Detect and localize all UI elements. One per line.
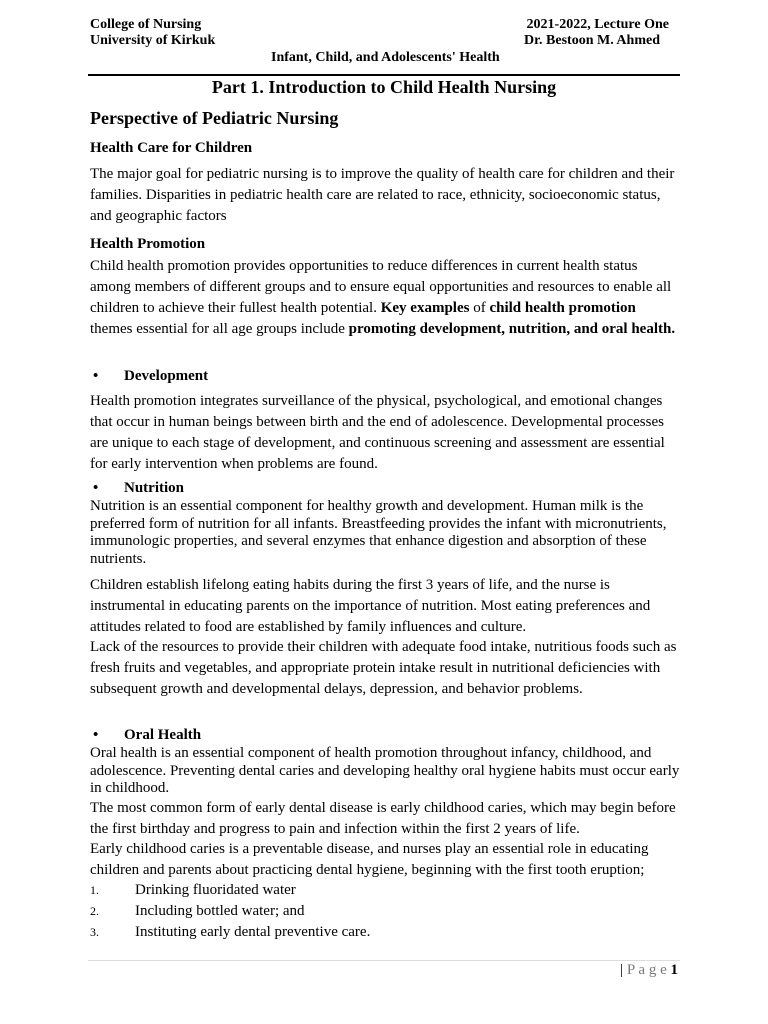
list-item: 3. Instituting early dental preventive care. — [90, 924, 371, 940]
section-title: Perspective of Pediatric Nursing — [90, 108, 339, 128]
header-college: College of Nursing — [90, 17, 202, 32]
header-course: Infant, Child, and Adolescents' Health — [271, 50, 500, 65]
header-lecturer: Dr. Bestoon M. Ahmed — [524, 33, 660, 48]
part-title: Part 1. Introduction to Child Health Nursing — [211, 77, 557, 97]
page-number: 1 — [670, 962, 678, 978]
oral-health-paragraph-1: Oral health is an essential component of health promotion throughout infancy, childhood, and adolescence. Preventing dental caries and developing healthy oral hygiene habits must occur early in childhood. — [90, 745, 680, 796]
nutrition-bullet-heading: • Nutrition — [93, 480, 184, 496]
health-care-heading: Health Care for Children — [90, 140, 253, 156]
health-promotion-heading: Health Promotion — [90, 236, 206, 252]
development-bullet-heading: • Development — [93, 368, 209, 384]
header-university: University of Kirkuk — [90, 33, 216, 48]
oral-health-paragraph-2: The most common form of early dental disease is early childhood caries, which may begin before the first birthday and progress to pain and infection within the first 2 years of life. — [90, 800, 676, 837]
development-paragraph: Health promotion integrates surveillance of the physical, psychological, and emotional changes that occur in human beings between birth and the end of adolescence. Developmental processes are unique to each stage of development, and continuous screening and assessment are essential for early intervention when problems are found. — [90, 393, 665, 472]
footer-divider — [88, 960, 680, 961]
header-year-lecture: 2021-2022, Lecture One — [526, 17, 669, 32]
header-divider — [88, 74, 680, 76]
list-item: 1. Drinking fluoridated water — [90, 882, 296, 898]
health-care-paragraph: The major goal for pediatric nursing is to improve the quality of health care for children and their families. Disparities in pediatric health care are related to race, ethnicity, socioeconomic status, and geographic factors — [90, 166, 675, 224]
list-item: 2. Including bottled water; and — [90, 903, 305, 919]
nutrition-paragraph-1: Nutrition is an essential component for healthy growth and development. Human milk is the preferred form of nutrition for all infants. Breastfeeding provides the infant with micronutrients, immunologic properties, and several enzymes that enhance digestion and absorption of these nutrients. — [90, 498, 667, 567]
nutrition-paragraph-3: Lack of the resources to provide their children with adequate food intake, nutritious foods such as fresh fruits and vegetables, and appropriate protein intake result in nutritional deficiencies with subsequent growth and developmental delays, depression, and behavior problems. — [90, 639, 677, 697]
health-promotion-paragraph: Child health promotion provides opportunities to reduce differences in current health status among members of different groups and to ensure equal opportunities and resources to enable all children to achieve their fullest health potential. Key examples of child health promotion themes essential for all age groups include promoting development, nutrition, and oral health. — [90, 258, 676, 337]
oral-health-bullet-heading: • Oral Health — [93, 727, 202, 743]
page-footer: | P a g e 1 — [620, 962, 678, 978]
nutrition-paragraph-2: Children establish lifelong eating habits during the first 3 years of life, and the nurse is instrumental in educating parents on the importance of nutrition. Most eating preferences and attitudes related to food are established by family influences and culture. — [90, 577, 651, 635]
oral-health-paragraph-3: Early childhood caries is a preventable disease, and nurses play an essential role in educating children and parents about practicing dental hygiene, beginning with the first tooth eruption; — [90, 841, 649, 878]
